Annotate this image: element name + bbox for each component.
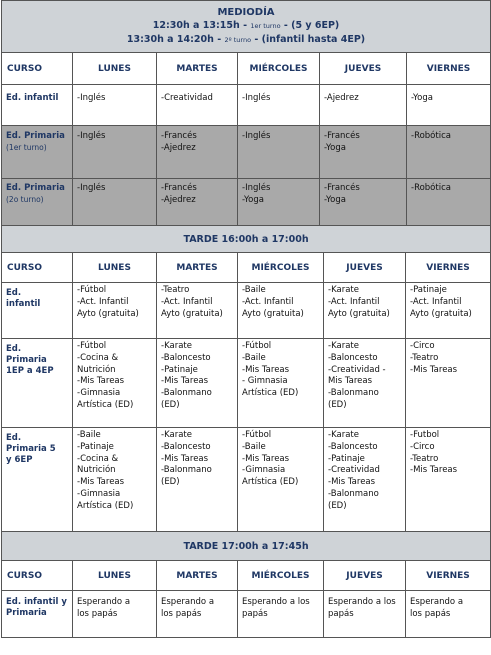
activities-schedule bbox=[1, 0, 490, 638]
header-martes: MARTES bbox=[157, 561, 238, 591]
header-jueves: JUEVES bbox=[324, 561, 406, 591]
activity-cell: -Francés -Ajedrez bbox=[157, 126, 238, 179]
activity-cell: -Robótica bbox=[407, 126, 491, 179]
activity-cell: -Inglés bbox=[238, 126, 320, 179]
activity-cell: -Baile -Act. Infantil Ayto (gratuita) bbox=[238, 283, 324, 339]
tarde2-header-row bbox=[2, 561, 491, 591]
activity-cell: -Robótica bbox=[407, 179, 491, 226]
tarde2-title: TARDE 17:00h a 17:45h bbox=[2, 532, 491, 561]
header-lunes: LUNES bbox=[73, 53, 157, 85]
activity-cell: Esperando a los papás bbox=[238, 591, 324, 638]
table-row bbox=[2, 283, 491, 339]
activity-cell: -Ajedrez bbox=[320, 85, 407, 126]
mediodia-line-2-turn: 2º turno bbox=[224, 36, 252, 44]
course-label: Ed. infantil y Primaria bbox=[2, 591, 73, 638]
activity-cell: -Circo -Teatro -Mis Tareas bbox=[406, 339, 491, 428]
mediodia-line-2-time: 13:30h a 14:20h - bbox=[126, 34, 225, 45]
activity-cell: -Teatro -Act. Infantil Ayto (gratuita) bbox=[157, 283, 238, 339]
header-viernes: VIERNES bbox=[406, 253, 491, 283]
mediodia-line-1 bbox=[2, 19, 490, 33]
activity-cell: -Creatividad bbox=[157, 85, 238, 126]
mediodia-line-2-group: - (infantil hasta 4EP) bbox=[251, 34, 366, 45]
header-lunes: LUNES bbox=[73, 253, 157, 283]
header-miercoles: MIÉRCOLES bbox=[238, 253, 324, 283]
activity-cell: -Fútbol -Cocina & Nutrición -Mis Tareas -Gimnasia Artística (ED) bbox=[73, 339, 157, 428]
activity-cell: -Karate -Baloncesto -Creatividad - Mis Tareas -Balonmano (ED) bbox=[324, 339, 406, 428]
activity-cell: -Baile -Patinaje -Cocina & Nutrición -Mis Tareas -Gimnasia Artística (ED) bbox=[73, 428, 157, 532]
header-jueves: JUEVES bbox=[324, 253, 406, 283]
course-label: Ed. infantil bbox=[2, 283, 73, 339]
header-curso: CURSO bbox=[2, 253, 73, 283]
table-row bbox=[2, 428, 491, 532]
activity-cell: -Francés -Ajedrez bbox=[157, 179, 238, 226]
activity-cell: Esperando a los papás bbox=[324, 591, 406, 638]
header-miercoles: MIÉRCOLES bbox=[238, 561, 324, 591]
mediodia-table bbox=[1, 0, 491, 226]
header-martes: MARTES bbox=[157, 53, 238, 85]
activity-cell: -Karate -Baloncesto -Patinaje -Mis Tareas -Balonmano (ED) bbox=[157, 339, 238, 428]
activity-cell: -Karate -Act. Infantil Ayto (gratuita) bbox=[324, 283, 406, 339]
activity-cell: Esperando a los papás bbox=[157, 591, 238, 638]
mediodia-line-1-group: - (5 y 6EP) bbox=[280, 20, 340, 31]
table-row bbox=[2, 85, 491, 126]
activity-cell: -Francés -Yoga bbox=[320, 126, 407, 179]
table-row bbox=[2, 179, 491, 226]
activity-cell: -Fútbol -Baile -Mis Tareas -Gimnasia Artística (ED) bbox=[238, 428, 324, 532]
mediodia-line-2 bbox=[2, 33, 490, 47]
activity-cell: -Francés -Yoga bbox=[320, 179, 407, 226]
tarde1-header-row bbox=[2, 253, 491, 283]
mediodia-line-1-time: 12:30h a 13:15h - bbox=[152, 20, 251, 31]
tarde1-table bbox=[1, 225, 491, 532]
course-label: Ed. Primaria 5 y 6EP bbox=[2, 428, 73, 532]
header-curso: CURSO bbox=[2, 53, 73, 85]
table-row bbox=[2, 126, 491, 179]
course-label: Ed. infantil bbox=[2, 85, 73, 126]
activity-cell: -Inglés -Yoga bbox=[238, 179, 320, 226]
mediodia-title: MEDIODÍA bbox=[217, 7, 275, 18]
activity-cell: -Karate -Baloncesto -Patinaje -Creatividad -Mis Tareas -Balonmano (ED) bbox=[324, 428, 406, 532]
mediodia-banner bbox=[2, 1, 491, 53]
activity-cell: Esperando a los papás bbox=[73, 591, 157, 638]
header-viernes: VIERNES bbox=[407, 53, 491, 85]
header-lunes: LUNES bbox=[73, 561, 157, 591]
header-viernes: VIERNES bbox=[406, 561, 491, 591]
tarde1-title: TARDE 16:00h a 17:00h bbox=[2, 226, 491, 253]
tarde2-table bbox=[1, 531, 491, 638]
header-curso: CURSO bbox=[2, 561, 73, 591]
activity-cell: -Inglés bbox=[73, 179, 157, 226]
activity-cell: -Inglés bbox=[238, 85, 320, 126]
course-label: Ed. Primaria (2o turno) bbox=[2, 179, 73, 226]
activity-cell: -Fútbol -Baile -Mis Tareas - Gimnasia Artística (ED) bbox=[238, 339, 324, 428]
header-miercoles: MIÉRCOLES bbox=[238, 53, 320, 85]
activity-cell: -Inglés bbox=[73, 126, 157, 179]
activity-cell: -Yoga bbox=[407, 85, 491, 126]
mediodia-line-1-turn: 1er turno bbox=[250, 22, 281, 30]
activity-cell: -Inglés bbox=[73, 85, 157, 126]
course-label: Ed. Primaria 1EP a 4EP bbox=[2, 339, 73, 428]
header-jueves: JUEVES bbox=[320, 53, 407, 85]
table-row bbox=[2, 591, 491, 638]
table-row bbox=[2, 339, 491, 428]
mediodia-header-row bbox=[2, 53, 491, 85]
activity-cell: -Fútbol -Act. Infantil Ayto (gratuita) bbox=[73, 283, 157, 339]
course-label: Ed. Primaria (1er turno) bbox=[2, 126, 73, 179]
activity-cell: -Patinaje -Act. Infantil Ayto (gratuita) bbox=[406, 283, 491, 339]
activity-cell: -Karate -Baloncesto -Mis Tareas -Balonmano (ED) bbox=[157, 428, 238, 532]
activity-cell: -Futbol -Circo -Teatro -Mis Tareas bbox=[406, 428, 491, 532]
header-martes: MARTES bbox=[157, 253, 238, 283]
activity-cell: Esperando a los papás bbox=[406, 591, 491, 638]
